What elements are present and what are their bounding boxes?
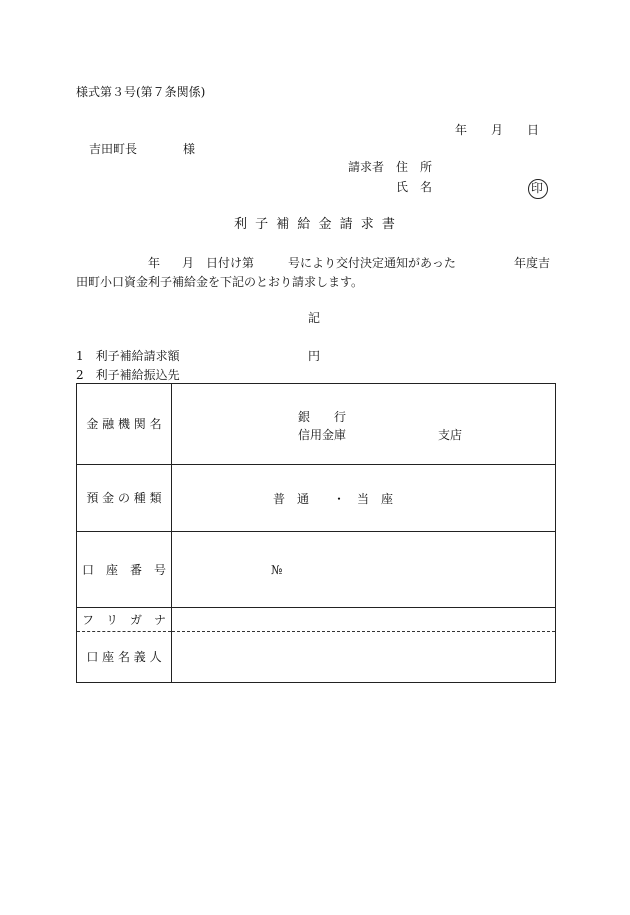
account-label: 口 座 番 号 (77, 532, 172, 608)
item1-unit: 円 (308, 349, 321, 363)
transfer-table (76, 383, 556, 683)
addressee: 吉田町長 (89, 142, 138, 156)
deposit-label: 預 金 の 種 類 (77, 465, 172, 532)
document-title: 利 子 補 給 金 請 求 書 (234, 217, 397, 232)
body-year: 年 (148, 256, 161, 270)
date-day: 日 (527, 123, 540, 137)
claimant-label: 請求者 (348, 160, 385, 174)
body-dated: 日付け第 (206, 256, 255, 270)
ki-label: 記 (308, 311, 321, 325)
holder-value-cell[interactable] (172, 632, 556, 683)
bank-option-bank: 銀 行 (298, 410, 347, 424)
bank-value-cell[interactable] (172, 384, 556, 465)
date-year: 年 (455, 123, 468, 137)
furigana-label: フ リ ガ ナ (77, 608, 172, 632)
deposit-value-cell[interactable] (172, 465, 556, 532)
item1-label: 1 利子補給請求額 (76, 349, 180, 363)
holder-label: 口 座 名 義 人 (77, 632, 172, 683)
name-label: 氏 名 (396, 180, 433, 194)
date-month: 月 (491, 123, 504, 137)
table-row (77, 608, 556, 632)
furigana-value-cell[interactable] (172, 608, 556, 632)
item2-label: 2 利子補給振込先 (76, 368, 180, 382)
body-month: 月 (182, 256, 195, 270)
bank-label: 金 融 機 関 名 (77, 384, 172, 465)
body-fiscal: 年度吉 (514, 256, 551, 270)
branch-label: 支店 (438, 428, 463, 442)
account-prefix: № (271, 563, 283, 577)
deposit-options: 普 通 ・ 当 座 (273, 492, 394, 506)
table-row (77, 384, 556, 465)
table-row (77, 465, 556, 532)
addressee-suffix: 様 (183, 142, 196, 156)
address-label: 住 所 (396, 160, 433, 174)
body-line2: 田町小口資金利子補給金を下記のとおり請求します。 (76, 275, 364, 289)
account-value-cell[interactable] (172, 532, 556, 608)
seal-label: 印 (531, 181, 544, 195)
table-row (77, 532, 556, 608)
body-number: 号により交付決定通知があった (288, 256, 456, 270)
form-number: 様式第３号(第７条関係) (76, 85, 206, 99)
table-row (77, 632, 556, 683)
bank-option-shinkin: 信用金庫 (298, 428, 347, 442)
